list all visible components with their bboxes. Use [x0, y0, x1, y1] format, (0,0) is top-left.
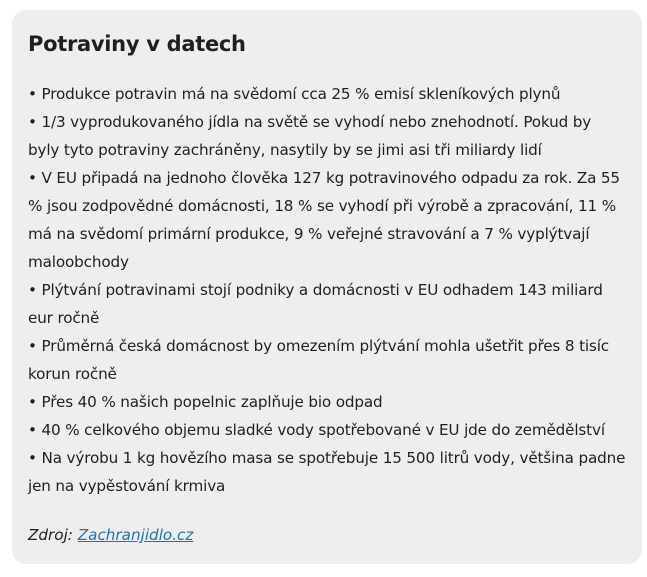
- fact-item: • Přes 40 % našich popelnic zaplňuje bio odpad: [28, 388, 626, 416]
- fact-item: • 40 % celkového objemu sladké vody spotřebované v EU jde do zemědělství: [28, 416, 626, 444]
- fact-item: • Průměrná česká domácnost by omezením plýtvání mohla ušetřit přes 8 tisíc korun ročně: [28, 332, 626, 388]
- box-title: Potraviny v datech: [28, 32, 246, 56]
- source-label: Zdroj:: [28, 526, 73, 544]
- fact-item: • V EU připadá na jednoho člověka 127 kg potravinového odpadu za rok. Za 55 % jsou zodpovědné domácnosti, 18 % se vyhodí při výrobě a zpracování, 11 % má na svědomí primární produkce, 9 % veřejné stravování a 7 % vyplýtvají maloobchody: [28, 164, 626, 276]
- fact-item: • 1/3 vyprodukovaného jídla na světě se vyhodí nebo znehodnotí. Pokud by byly tyto potraviny zachráněny, nasytily by se jimi asi tři miliardy lidí: [28, 108, 626, 164]
- facts-list: [28, 80, 626, 500]
- fact-item: • Plýtvání potravinami stojí podniky a domácnosti v EU odhadem 143 miliard eur ročně: [28, 276, 626, 332]
- source-line: [28, 521, 626, 549]
- info-box: [12, 10, 642, 564]
- fact-item: • Na výrobu 1 kg hovězího masa se spotřebuje 15 500 litrů vody, většina padne jen na vypěstování krmiva: [28, 444, 626, 500]
- source-link[interactable]: Zachranjidlo.cz: [77, 526, 194, 544]
- fact-item: • Produkce potravin má na svědomí cca 25 % emisí skleníkových plynů: [28, 80, 626, 108]
